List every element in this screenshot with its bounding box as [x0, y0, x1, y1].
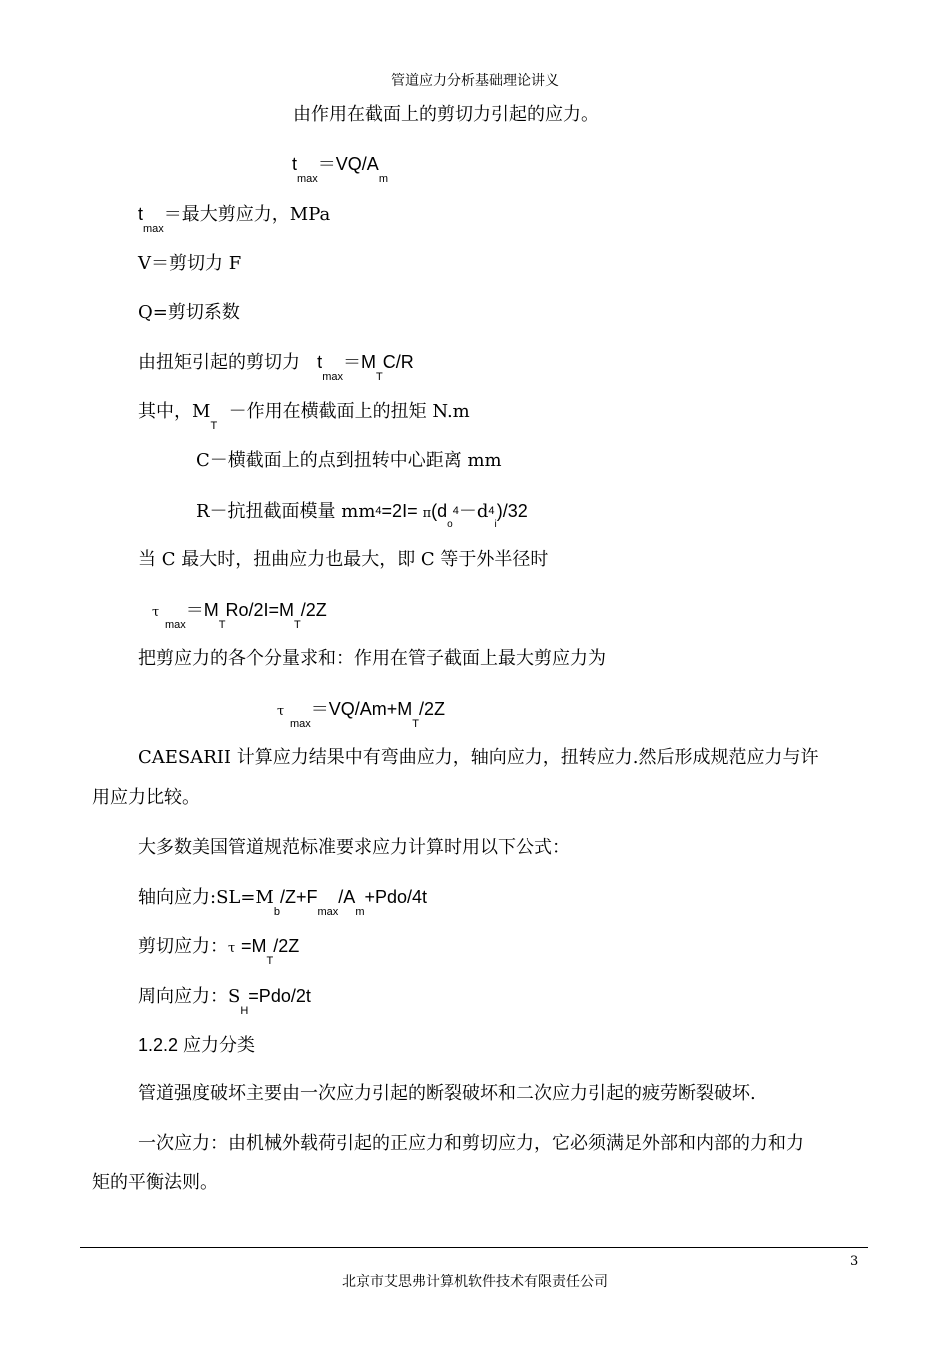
paragraph-line: CAESARII 计算应力结果中有弯曲应力，轴向应力，扭转应力.然后形成规范应力与许 — [138, 747, 819, 768]
formula-line: R－抗扭截面模量 $mm4=2I= \pi(d_o4-d4_i)/32$ — [196, 501, 528, 530]
page-footer: 北京市艾思弗计算机软件技术有限责任公司 — [342, 1274, 608, 1290]
paragraph-line: 一次应力：由机械外载荷引起的正应力和剪切应力，它必须满足外部和内部的力和力 — [138, 1133, 804, 1154]
paragraph-line: 用应力比较。 — [92, 787, 200, 808]
formula-line: 剪切应力：$\tau =M_T/2Z$ — [138, 936, 300, 967]
text-line: C－横截面上的点到扭转中心距离 mm — [196, 450, 502, 471]
text-line: 大多数美国管道规范标准要求应力计算时用以下公式： — [138, 837, 570, 858]
text-line: Q=剪切系数 — [138, 302, 240, 323]
text-line: 其中，$M_T$ －作用在横截面上的扭矩 N.m — [138, 401, 470, 432]
formula-line: τ $_{max}=VQ/Am+M_T/2Z$ — [277, 699, 445, 730]
page-number: 3 — [850, 1254, 859, 1269]
text-line: 由扭矩引起的剪切力 $t_{max}=M_TC/R$ — [138, 352, 414, 383]
text-line: 当 C 最大时，扭曲应力也最大，即 C 等于外半径时 — [138, 549, 549, 570]
footer-divider — [80, 1247, 868, 1248]
paragraph-line: 矩的平衡法则。 — [92, 1172, 218, 1193]
formula-line: τ $_{max}=M_TRo/2I=M_T/2Z$ — [152, 600, 327, 631]
text-line: $t_{max}=$最大剪应力，MPa — [138, 204, 331, 235]
formula-line: $t_{max}=VQ/A_m$ — [292, 154, 388, 185]
formula-line: 轴向应力$:SL=M_b/Z+F_{max}/A_m+Pdo/4t$ — [138, 887, 428, 918]
section-heading: 1.2.2 应力分类 — [138, 1035, 256, 1055]
text-line: 把剪应力的各个分量求和：作用在管子截面上最大剪应力为 — [138, 648, 606, 669]
text-line: 由作用在截面上的剪切力引起的应力。 — [293, 104, 599, 125]
formula-line: 周向应力：$S_H=Pdo/2t$ — [138, 986, 311, 1017]
page-header: 管道应力分析基础理论讲义 — [391, 73, 559, 89]
text-line: V＝剪切力 F — [138, 253, 242, 274]
text-line: 管道强度破坏主要由一次应力引起的断裂破坏和二次应力引起的疲劳断裂破坏. — [138, 1083, 756, 1104]
